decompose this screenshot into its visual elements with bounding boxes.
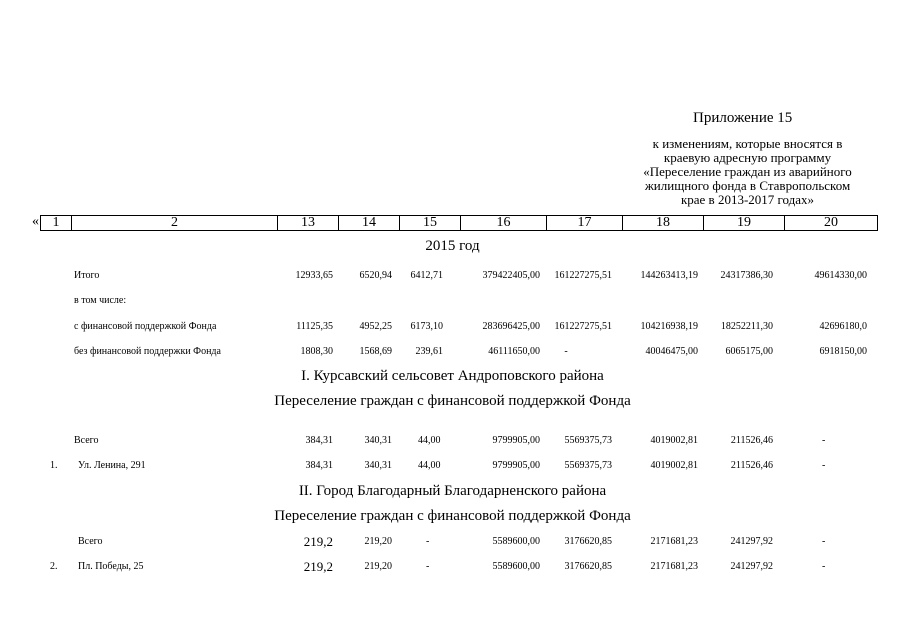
appendix-line: жилищного фонда в Ставропольском [644,178,851,193]
section-title: I. Курсавский сельсовет Андроповского района [301,368,604,384]
cell: 5569375,73 [564,435,612,446]
cell: 161227275,51 [554,270,612,281]
cell: 5589600,00 [492,536,540,547]
row-name: с финансовой поддержкой Фонда [74,321,217,332]
cell: - [426,561,430,572]
section-subtitle: Переселение граждан с финансовой поддержкой Фонда [274,508,631,524]
cell: 283696425,00 [482,321,540,332]
cell: 6918150,00 [819,346,867,357]
column-header: 1 [41,216,72,231]
column-header: 16 [461,216,547,231]
cell: 2171681,23 [650,536,698,547]
row-name: Пл. Победы, 25 [78,561,144,572]
cell: 3176620,85 [564,536,612,547]
cell: 49614330,00 [814,270,867,281]
cell: 219,20 [364,536,392,547]
appendix-line: к изменениям, которые вносятся в [652,136,843,151]
cell: 161227275,51 [554,321,612,332]
cell: 44,00 [418,460,441,471]
table-row [0,561,905,575]
table-row [0,435,905,449]
cell: 211526,46 [730,460,773,471]
cell: 4019002,81 [650,435,698,446]
column-header: 2 [72,216,278,231]
cell: 219,2 [303,534,333,549]
column-header: 19 [704,216,785,231]
column-header: 17 [547,216,623,231]
cell: 4952,25 [359,321,392,332]
cell: 4019002,81 [650,460,698,471]
table-row [0,536,905,550]
cell: 340,31 [364,435,392,446]
row-name: Всего [74,435,99,446]
cell: 1808,30 [300,346,333,357]
appendix-line: краевую адресную программу [663,150,832,165]
cell: 3176620,85 [564,561,612,572]
cell: 18252211,30 [720,321,773,332]
column-header: 14 [339,216,400,231]
cell: 340,31 [364,460,392,471]
cell: 6520,94 [359,270,392,281]
cell: 5569375,73 [564,460,612,471]
column-header: 15 [400,216,461,231]
section-subtitle: Переселение граждан с финансовой поддержкой Фонда [274,393,631,409]
table-row [0,346,905,360]
appendix-line: «Переселение граждан из аварийного [643,164,852,179]
cell: 24317386,30 [720,270,773,281]
table-row [0,270,905,284]
cell: 40046475,00 [645,346,698,357]
column-header: 18 [623,216,704,231]
cell: 6065175,00 [725,346,773,357]
cell: 379422405,00 [482,270,540,281]
cell: 1568,69 [359,346,392,357]
row-name: в том числе: [74,295,127,306]
cell: - [822,435,826,446]
row-name: Итого [74,270,100,281]
cell: 42696180,0 [819,321,867,332]
cell: 5589600,00 [492,561,540,572]
section-title: II. Город Благодарный Благодарненского района [298,483,607,499]
cell: 12933,65 [295,270,333,281]
appendix-title: Приложение 15 [693,110,793,126]
cell: 44,00 [418,435,441,446]
cell: 6173,10 [410,321,443,332]
cell: 144263413,19 [640,270,698,281]
cell: 219,20 [364,561,392,572]
table-row [0,321,905,335]
table-open-quote: « [32,214,39,229]
row-name: без финансовой поддержки Фонда [74,346,221,357]
column-header: 20 [785,216,878,231]
cell: 241297,92 [730,561,773,572]
appendix-description [625,137,870,207]
cell: 11125,35 [296,321,333,332]
cell: - [564,346,568,357]
cell: 219,2 [303,559,333,574]
cell: 384,31 [305,460,333,471]
cell: 211526,46 [730,435,773,446]
cell: 239,61 [415,346,443,357]
year-heading: 2015 год [425,238,480,254]
table-row [0,460,905,474]
cell: 241297,92 [730,536,773,547]
cell: 384,31 [305,435,333,446]
cell: 2171681,23 [650,561,698,572]
cell: 46111650,00 [488,346,540,357]
row-number: 1. [50,460,58,471]
appendix-line: крае в 2013-2017 годах» [680,192,815,207]
cell: 9799905,00 [492,435,540,446]
row-name: Всего [78,536,103,547]
cell: 104216938,19 [640,321,698,332]
cell: - [426,536,430,547]
column-number-header [40,215,878,231]
cell: - [822,460,826,471]
row-number: 2. [50,561,58,572]
column-header: 13 [278,216,339,231]
cell: - [822,536,826,547]
table-row [0,295,905,309]
cell: 9799905,00 [492,460,540,471]
cell: - [822,561,826,572]
cell: 6412,71 [410,270,443,281]
row-name: Ул. Ленина, 291 [78,460,146,471]
